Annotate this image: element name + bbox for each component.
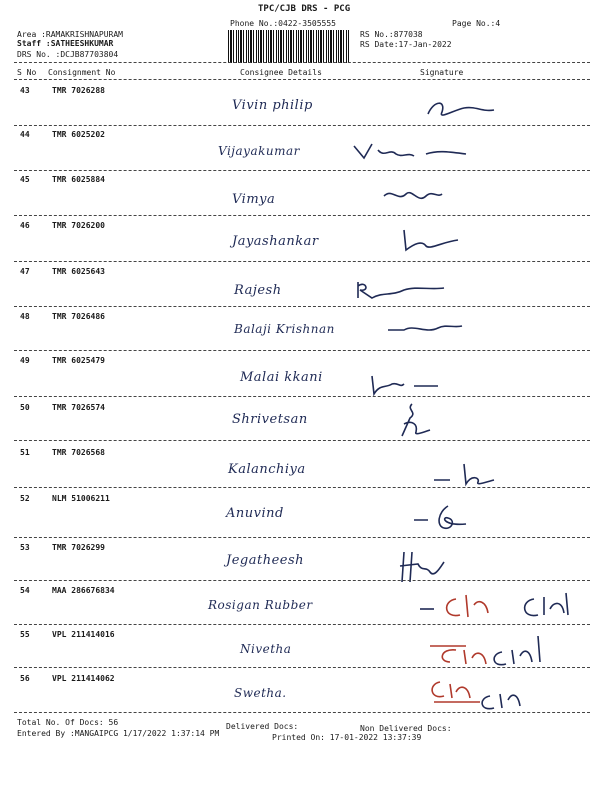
rs-number: RS No.:877038 [360, 30, 423, 39]
row-consignee: Kalanchiya [228, 462, 306, 477]
non-delivered-docs: Non Delivered Docs: [360, 724, 452, 733]
row-divider [14, 487, 590, 488]
row-sno: 46 [20, 221, 30, 230]
row-consignment: TMR 7026574 [52, 403, 105, 412]
row-consignment: TMR 6025643 [52, 267, 105, 276]
signature-mark [386, 318, 466, 338]
row-consignee: Malai kkani [240, 370, 323, 385]
header-divider-bottom [14, 79, 590, 80]
row-divider [14, 624, 590, 625]
signature-mark [420, 96, 510, 124]
drs-number: DRS No. :DCJB87703804 [17, 50, 119, 59]
row-consignment: TMR 7026568 [52, 448, 105, 457]
row-consignee: Nivetha [240, 642, 292, 656]
row-divider [14, 396, 590, 397]
row-consignee: Jegatheesh [226, 553, 305, 568]
signature-mark [396, 402, 446, 442]
row-sno: 56 [20, 674, 30, 683]
signature-mark [350, 138, 470, 164]
row-consignee: Anuvind [226, 506, 284, 521]
row-consignee: Rosigan Rubber [208, 598, 313, 612]
header-divider-top [14, 62, 590, 63]
printed-on: Printed On: 17-01-2022 13:37:39 [272, 733, 422, 742]
signature-mark [420, 632, 560, 672]
row-sno: 49 [20, 356, 30, 365]
row-consignment: TMR 6025202 [52, 130, 105, 139]
row-divider [14, 712, 590, 713]
col-header-signature: Signature [420, 68, 464, 77]
row-sno: 43 [20, 86, 30, 95]
document-title: TPC/CJB DRS - PCG [258, 4, 351, 14]
row-sno: 51 [20, 448, 30, 457]
row-sno: 54 [20, 586, 30, 595]
row-consignment: TMR 6025884 [52, 175, 105, 184]
signature-mark [396, 226, 466, 256]
row-consignment: TMR 7026288 [52, 86, 105, 95]
row-sno: 48 [20, 312, 30, 321]
barcode [228, 30, 350, 63]
row-divider [14, 261, 590, 262]
row-sno: 45 [20, 175, 30, 184]
row-sno: 44 [20, 130, 30, 139]
row-divider [14, 215, 590, 216]
signature-mark [430, 460, 500, 490]
delivered-docs: Delivered Docs: [226, 722, 299, 731]
total-docs: Total No. Of Docs: 56 [17, 718, 119, 727]
page-number: Page No.:4 [452, 19, 501, 28]
rs-date: RS Date:17-Jan-2022 [360, 40, 452, 49]
row-sno: 55 [20, 630, 30, 639]
col-header-consignee: Consignee Details [240, 68, 322, 77]
row-divider [14, 580, 590, 581]
signature-mark [368, 370, 448, 398]
row-consignee: Vimya [232, 192, 276, 207]
signature-mark [416, 585, 586, 625]
row-consignee: Shrivetsan [232, 412, 308, 427]
signature-mark [378, 184, 448, 210]
row-divider [14, 170, 590, 171]
phone-number: Phone No.:0422-3505555 [230, 19, 336, 28]
row-divider [14, 667, 590, 668]
row-consignee: Balaji Krishnan [234, 322, 335, 336]
row-consignment: VPL 211414016 [52, 630, 115, 639]
row-consignment: NLM 51006211 [52, 494, 110, 503]
row-divider [14, 306, 590, 307]
signature-mark [352, 278, 452, 302]
row-consignment: TMR 7026486 [52, 312, 105, 321]
row-consignment: VPL 211414062 [52, 674, 115, 683]
area-label: Area :RAMAKRISHNAPURAM [17, 30, 123, 39]
row-divider [14, 537, 590, 538]
row-consignment: TMR 7026299 [52, 543, 105, 552]
row-consignee: Rajesh [234, 283, 282, 298]
row-consignment: MAA 286676834 [52, 586, 115, 595]
col-header-sno: S No [17, 68, 37, 77]
row-sno: 52 [20, 494, 30, 503]
row-sno: 50 [20, 403, 30, 412]
row-consignment: TMR 7026200 [52, 221, 105, 230]
row-divider [14, 350, 590, 351]
col-header-consignment: Consignment No [48, 68, 116, 77]
entered-by: Entered By :MANGAIPCG 1/17/2022 1:37:14 PM [17, 729, 220, 738]
signature-mark [412, 502, 472, 534]
row-consignee: Vijayakumar [218, 144, 300, 158]
row-sno: 53 [20, 543, 30, 552]
row-consignment: TMR 6025479 [52, 356, 105, 365]
row-sno: 47 [20, 267, 30, 276]
signature-mark [420, 672, 540, 714]
row-divider [14, 440, 590, 441]
row-consignee: Jayashankar [232, 234, 319, 249]
row-consignee: Vivin philip [232, 98, 313, 113]
row-divider [14, 125, 590, 126]
row-consignee: Swetha. [234, 686, 287, 700]
staff-label: Staff :SATHEESHKUMAR [17, 39, 114, 48]
